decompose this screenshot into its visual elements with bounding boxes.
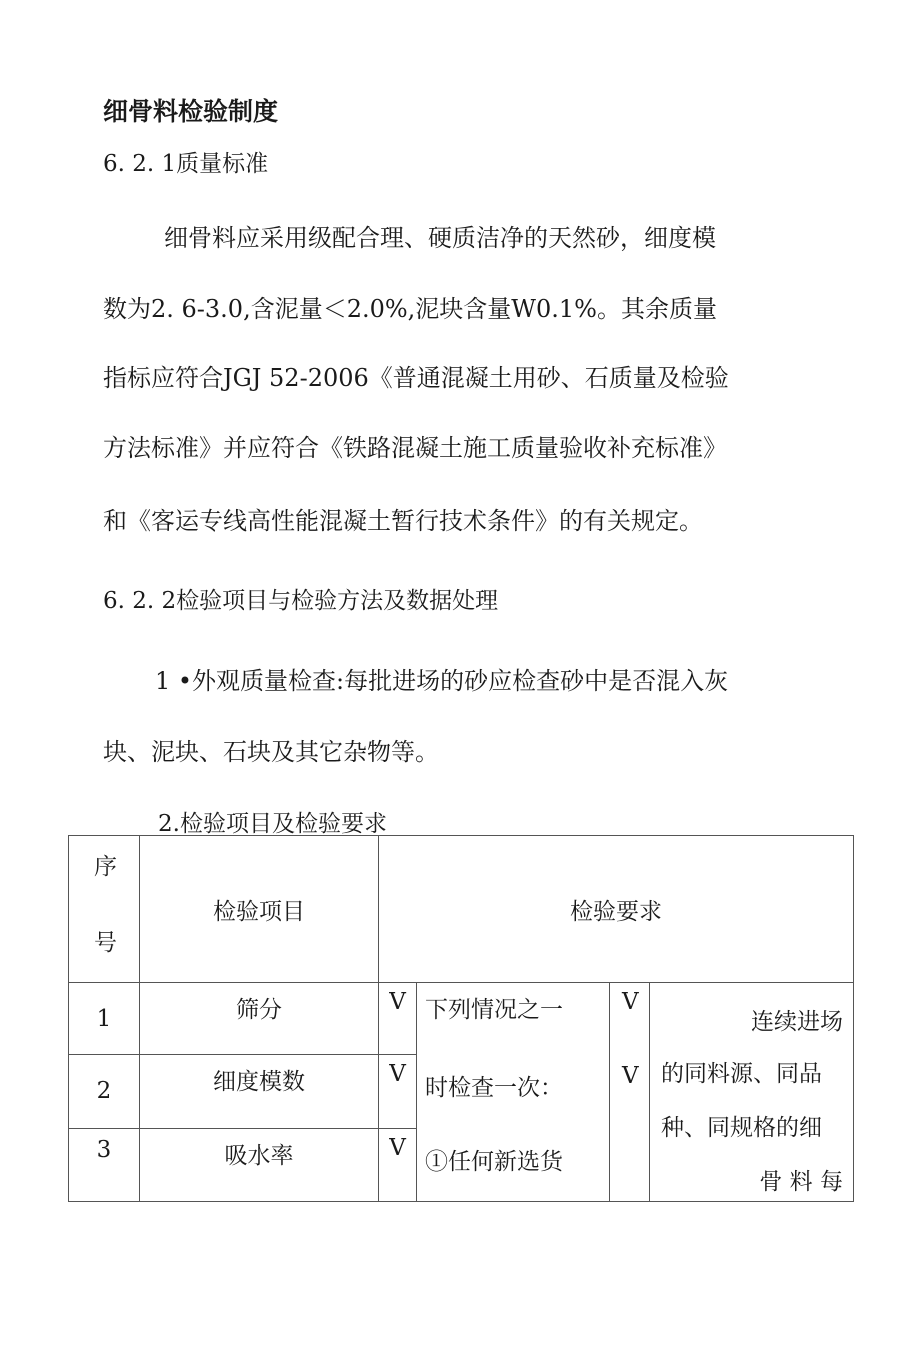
paragraph-line: 细骨料应采用级配合理、硬质洁净的天然砂，细度模 [164,224,716,252]
table-caption: 2.检验项目及检验要求 [158,811,387,837]
paragraph-line: 指标应符合JGJ 52-2006《普通混凝土用砂、石质量及检验 [103,364,729,392]
header-cell-no [69,836,140,983]
row-number: 1 [69,983,140,1055]
condition-line: 下列情况之一 [425,997,563,1023]
header-no-char-2: 号 [94,930,117,956]
table-row [69,983,854,1055]
row-mark: V [379,1055,417,1128]
paragraph-line: 1 •外观质量检查:每批进场的砂应检查砂中是否混入灰 [155,667,729,695]
condition-line: 时检查一次： [425,1075,563,1101]
header-cell-item: 检验项目 [140,836,379,983]
mark: V [622,989,639,1015]
section-heading-quality-standard: 6. 2. 1质量标准 [103,151,269,177]
row-number: 3 [69,1128,140,1201]
condition-cell [417,983,610,1202]
row-item: 细度模数 [140,1055,379,1128]
table-header-row [69,836,854,983]
row-mark: V [379,1128,417,1201]
row-number: 2 [69,1055,140,1128]
batch-rule-line: 的同料源、同品 [661,1061,822,1087]
batch-rule-cell [650,983,854,1202]
row-item: 筛分 [140,983,379,1055]
paragraph-line: 数为2. 6-3.0,含泥量＜2.0%,泥块含量W0.1%。其余质量 [103,295,717,323]
header-no-char-1: 序 [94,854,117,880]
header-cell-requirement: 检验要求 [379,836,854,983]
paragraph-line: 方法标准》并应符合《铁路混凝土施工质量验收补充标准》 [103,434,727,462]
row-mark: V [379,983,417,1055]
paragraph-line: 和《客运专线高性能混凝土暂行技术条件》的有关规定。 [103,507,703,535]
mark-column-cell [610,983,650,1202]
paragraph-line: 块、泥块、石块及其它杂物等。 [103,738,439,766]
section-heading-inspection-methods: 6. 2. 2检验项目与检验方法及数据处理 [103,588,499,614]
row-item: 吸水率 [140,1128,379,1201]
mark: V [622,1063,639,1089]
inspection-table [68,835,854,1202]
batch-rule-line: 连续进场 [751,1009,843,1035]
batch-rule-line: 种、同规格的细 [661,1115,822,1141]
batch-rule-line: 骨 料 每 [759,1169,843,1195]
condition-line: ①任何新选货 [425,1149,563,1175]
doc-title: 细骨料检验制度 [103,97,279,126]
